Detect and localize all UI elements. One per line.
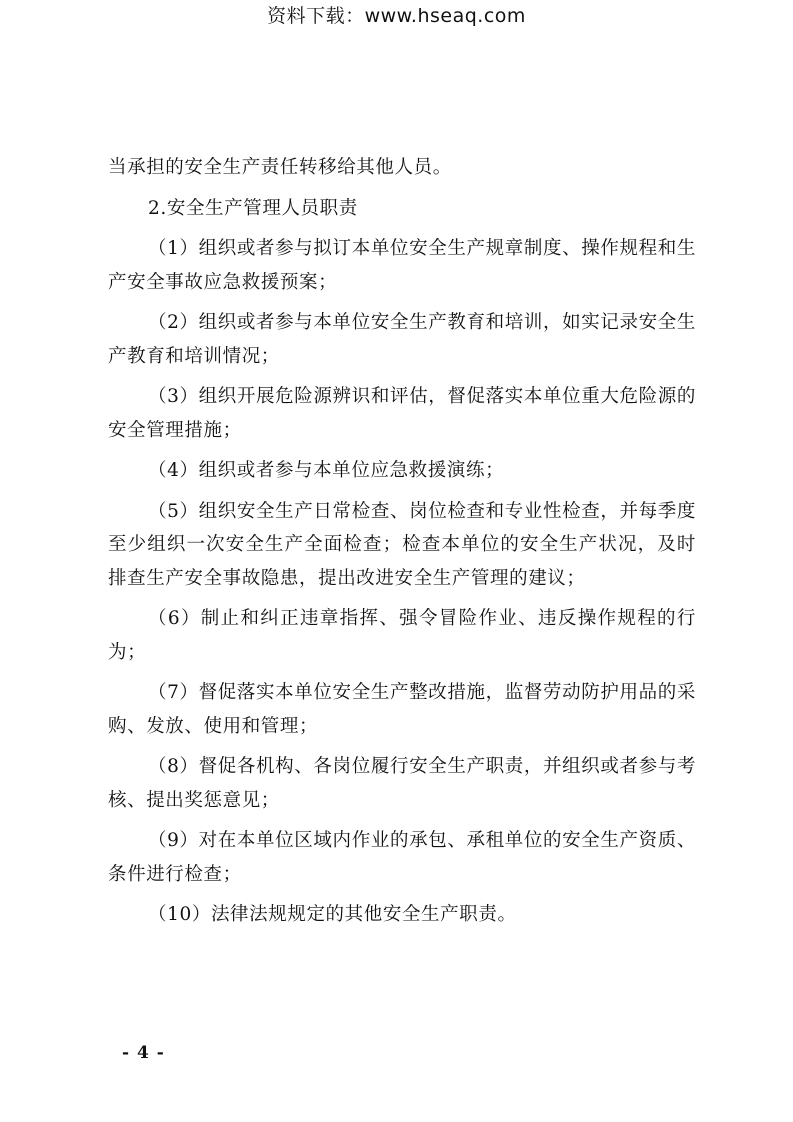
duty-item-9: （9）对在本单位区域内作业的承包、承租单位的安全生产资质、条件进行检查； <box>108 830 696 885</box>
duty-item-4: （4）组织或者参与本单位应急救援演练； <box>148 460 505 481</box>
continuation-paragraph: 当承担的安全生产责任转移给其他人员。 <box>108 157 452 178</box>
duty-item-1: （1）组织或者参与拟订本单位安全生产规章制度、操作规程和生产安全事故应急救援预案； <box>108 238 696 293</box>
duty-item-7: （7）督促落实本单位安全生产整改措施，监督劳动防护用品的采购、发放、使用和管理； <box>108 682 696 737</box>
duty-item-2: （2）组织或者参与本单位安全生产教育和培训，如实记录安全生产教育和培训情况； <box>108 312 696 367</box>
duty-item-10: （10）法律法规规定的其他安全生产职责。 <box>148 904 517 925</box>
page-number: - 4 - <box>122 1043 165 1063</box>
document-body <box>108 151 696 939</box>
page-header-download-link: 资料下载：www.hseaq.com <box>267 5 526 27</box>
duty-item-5: （5）组织安全生产日常检查、岗位检查和专业性检查，并每季度至少组织一次安全生产全面检查；检查本单位的安全生产状况，及时排查生产安全事故隐患，提出改进安全生产管理的建议； <box>108 500 696 589</box>
duty-item-6: （6）制止和纠正违章指挥、强令冒险作业、违反操作规程的行为； <box>108 608 696 663</box>
duty-item-8: （8）督促各机构、各岗位履行安全生产职责，并组织或者参与考核、提出奖惩意见； <box>108 756 696 811</box>
section-heading: 2.安全生产管理人员职责 <box>148 197 358 219</box>
duty-item-3: （3）组织开展危险源辨识和评估，督促落实本单位重大危险源的安全管理措施； <box>108 386 696 441</box>
